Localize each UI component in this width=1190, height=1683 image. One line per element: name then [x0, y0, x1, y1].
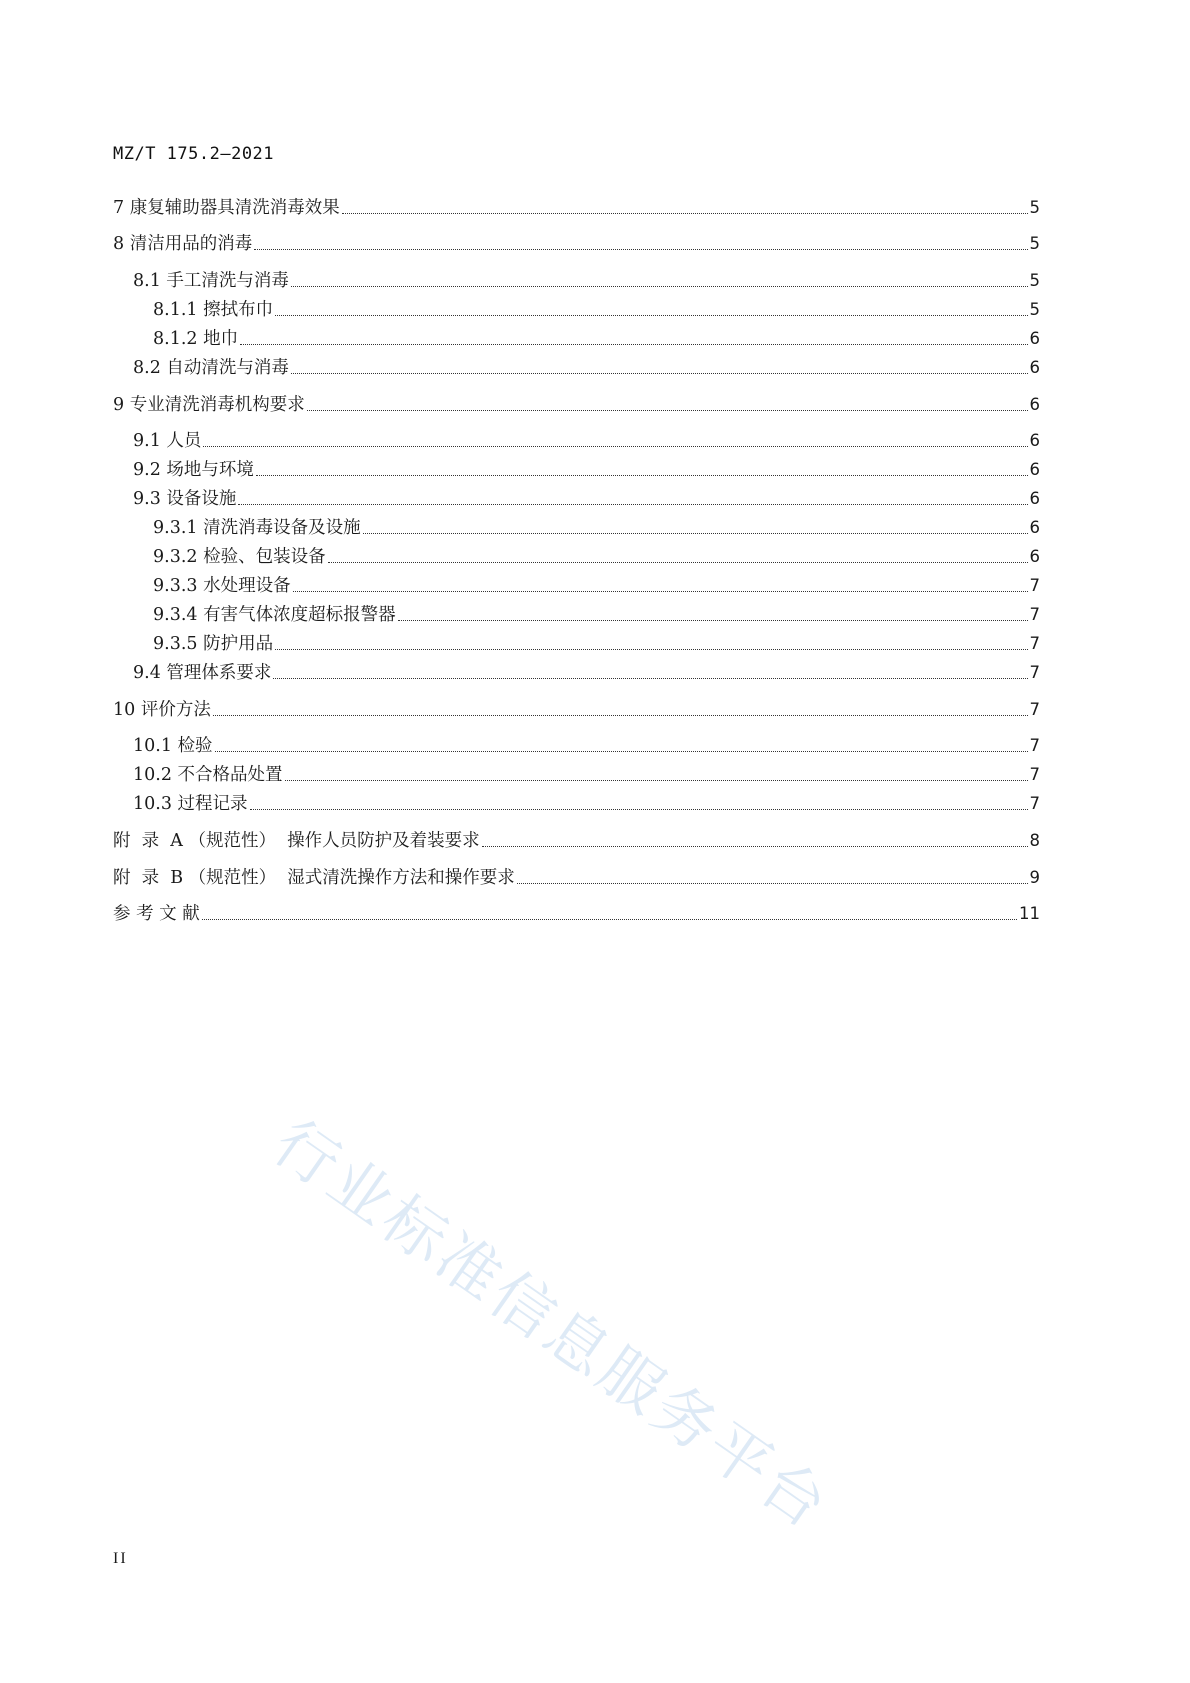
toc-entry[interactable]	[113, 327, 1040, 351]
toc-entry[interactable]	[113, 632, 1040, 656]
toc-entry[interactable]	[113, 574, 1040, 598]
toc-entry-title: 9.3.5 防护用品	[153, 634, 274, 654]
toc-entry-page: 5	[1029, 198, 1040, 217]
toc-leader-dots	[238, 503, 1027, 505]
toc-entry[interactable]	[113, 356, 1040, 380]
toc-leader-dots	[203, 445, 1027, 447]
toc-entry-page: 7	[1029, 634, 1040, 653]
toc-leader-dots	[363, 532, 1028, 534]
toc-entry-title: 8.1.2 地巾	[153, 329, 239, 349]
toc-entry-title: 8 清洁用品的消毒	[113, 234, 253, 254]
toc-leader-dots	[291, 372, 1028, 374]
toc-entry-page: 7	[1029, 736, 1040, 755]
toc-entry-page: 6	[1029, 489, 1040, 508]
toc-entry-title: 9.2 场地与环境	[133, 460, 254, 480]
toc-entry-page: 7	[1029, 794, 1040, 813]
toc-leader-dots	[285, 779, 1028, 781]
toc-leader-dots	[482, 845, 1028, 847]
toc-entry[interactable]	[113, 232, 1040, 256]
toc-entry-page: 6	[1029, 395, 1040, 414]
toc-entry[interactable]	[113, 829, 1040, 853]
toc-leader-dots	[275, 648, 1027, 650]
page-number: II	[113, 1550, 128, 1567]
toc-entry[interactable]	[113, 661, 1040, 685]
watermark: 行业标准信息服务平台	[260, 1105, 844, 1545]
toc-leader-dots	[256, 474, 1028, 476]
toc-entry-title: 10.3 过程记录	[133, 794, 248, 814]
standard-number-header: MZ/T 175.2—2021	[113, 144, 275, 164]
toc-entry-page: 6	[1029, 547, 1040, 566]
toc-entry-title: 10.2 不合格品处置	[133, 765, 283, 785]
toc-leader-dots	[307, 409, 1028, 411]
toc-entry-page: 7	[1029, 663, 1040, 682]
toc-entry-title: 9.3 设备设施	[133, 489, 237, 509]
toc-leader-dots	[254, 248, 1027, 250]
toc-entry[interactable]	[113, 429, 1040, 453]
toc-entry-page: 9	[1029, 868, 1040, 887]
toc-entry-page: 5	[1029, 300, 1040, 319]
toc-entry-title: 9.3.1 清洗消毒设备及设施	[153, 518, 361, 538]
toc-entry[interactable]	[113, 792, 1040, 816]
toc-leader-dots	[291, 285, 1028, 287]
toc-entry-page: 6	[1029, 358, 1040, 377]
toc-entry-title: 10.1 检验	[133, 736, 213, 756]
toc-entry-page: 6	[1029, 518, 1040, 537]
toc-entry-page: 7	[1029, 576, 1040, 595]
toc-entry[interactable]	[113, 902, 1040, 926]
toc-entry[interactable]	[113, 603, 1040, 627]
toc-entry-page: 6	[1029, 329, 1040, 348]
toc-entry[interactable]	[113, 866, 1040, 890]
toc-leader-dots	[342, 212, 1028, 214]
toc-entry[interactable]	[113, 487, 1040, 511]
toc-entry[interactable]	[113, 458, 1040, 482]
toc-entry-page: 6	[1029, 460, 1040, 479]
toc-leader-dots	[398, 619, 1028, 621]
toc-entry-title: 9.3.2 检验、包装设备	[153, 547, 326, 567]
toc-entry[interactable]	[113, 269, 1040, 293]
toc-leader-dots	[213, 714, 1028, 716]
toc-leader-dots	[517, 882, 1028, 884]
toc-entry[interactable]	[113, 698, 1040, 722]
toc-entry[interactable]	[113, 298, 1040, 322]
toc-entry-title: 9.3.3 水处理设备	[153, 576, 291, 596]
toc-entry-title: 8.1.1 擦拭布巾	[153, 300, 274, 320]
toc-leader-dots	[275, 314, 1027, 316]
toc-entry-page: 6	[1029, 431, 1040, 450]
toc-entry[interactable]	[113, 734, 1040, 758]
toc-entry-page: 7	[1029, 605, 1040, 624]
toc-entry-title: 附 录 A （规范性） 操作人员防护及着装要求	[113, 831, 480, 851]
toc-entry-title: 参 考 文 献	[113, 904, 200, 924]
toc-entry-page: 11	[1019, 904, 1040, 923]
toc-entry[interactable]	[113, 393, 1040, 417]
toc-entry[interactable]	[113, 516, 1040, 540]
toc-entry-title: 9 专业清洗消毒机构要求	[113, 395, 305, 415]
toc-leader-dots	[202, 918, 1017, 920]
toc-entry-title: 9.4 管理体系要求	[133, 663, 272, 683]
toc-entry-title: 8.2 自动清洗与消毒	[133, 358, 289, 378]
toc-entry-page: 7	[1029, 700, 1040, 719]
toc-entry[interactable]	[113, 763, 1040, 787]
toc-leader-dots	[240, 343, 1027, 345]
toc-entry-title: 10 评价方法	[113, 700, 211, 720]
toc-entry[interactable]	[113, 196, 1040, 220]
toc-entry-title: 9.1 人员	[133, 431, 202, 451]
toc-entry-title: 9.3.4 有害气体浓度超标报警器	[153, 605, 396, 625]
toc-leader-dots	[293, 590, 1028, 592]
toc-leader-dots	[273, 677, 1027, 679]
toc-leader-dots	[250, 808, 1028, 810]
toc-entry-page: 7	[1029, 765, 1040, 784]
toc-leader-dots	[215, 750, 1028, 752]
toc-entry-title: 7 康复辅助器具清洗消毒效果	[113, 198, 340, 218]
toc-entry-title: 附 录 B （规范性） 湿式清洗操作方法和操作要求	[113, 868, 515, 888]
toc-entry-title: 8.1 手工清洗与消毒	[133, 271, 289, 291]
toc-entry-page: 8	[1029, 831, 1040, 850]
toc-entry-page: 5	[1029, 234, 1040, 253]
toc-entry[interactable]	[113, 545, 1040, 569]
toc-leader-dots	[328, 561, 1028, 563]
toc-entry-page: 5	[1029, 271, 1040, 290]
